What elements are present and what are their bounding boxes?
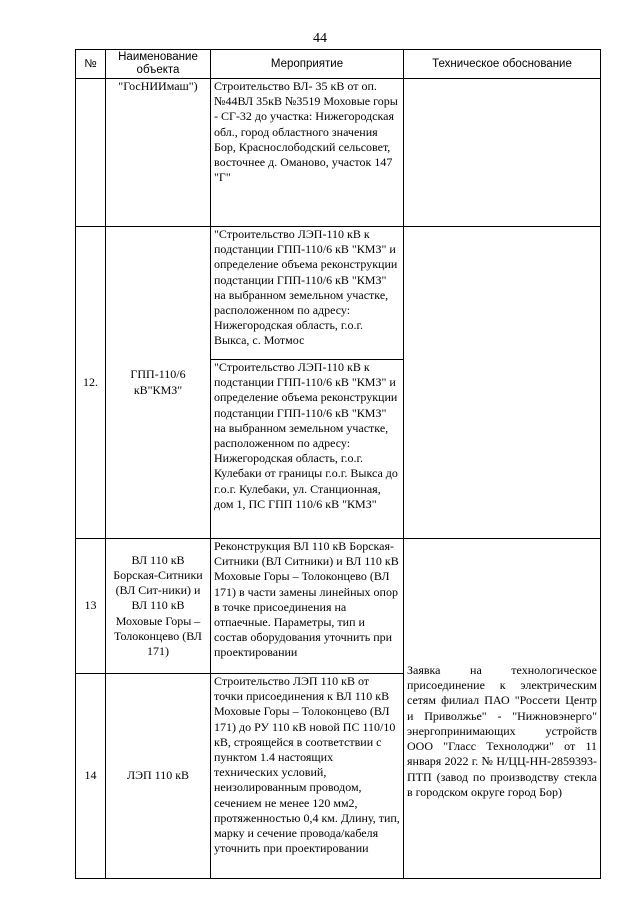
table-row (76, 227, 601, 360)
row-object-name: "ГосНИИмаш") (106, 79, 211, 227)
row-event: "Строительство ЛЭП-110 кВ к подстанции ГПП-110/6 кВ "КМЗ" и определение объема реконструкции подстанции ГПП-110/6 кВ "КМЗ" на выбранном земельном участке, расположенном по адресу: Нижегородская область, г.о.г. Выкса, с. Мотмос (211, 227, 404, 360)
row-event: "Строительство ЛЭП-110 кВ к подстанции ГПП-110/6 кВ "КМЗ" и определение объема реконструкции подстанции ГПП-110/6 кВ "КМЗ" на выбранном земельном участке, расположенном по адресу: Нижегородская область, г.о.г. Кулебаки от границы г.о.г. Выкса до г.о.г. Кулебаки, ул. Станционная, дом 1, ПС ГПП 110/6 кВ "КМЗ" (211, 360, 404, 539)
table-row (76, 79, 601, 227)
row-number: 13 (76, 539, 106, 674)
header-object-name: Наименование объекта (106, 50, 211, 79)
row-number (76, 79, 106, 227)
justification-text: Заявка на технологическое присоединение к электрическим сетям филиал ПАО "Россети Центр и Приволжье" - "Нижновэнерго" энергопринимающих устройств ООО "Гласс Технолоджи" от 11 января 2022 г. № Н/ЦЦ-НН-2859393-ПТП (завод по производству стекла в городском округе город Бор) (407, 663, 597, 799)
header-number: № (76, 50, 106, 79)
row-justification (404, 539, 601, 879)
header-event: Мероприятие (211, 50, 404, 79)
row-object-name: ЛЭП 110 кВ (106, 674, 211, 879)
row-event: Строительство ЛЭП 110 кВ от точки присоединения к ВЛ 110 кВ Моховые Горы – Толоконцево (ВЛ 171) до РУ 110 кВ новой ПС 110/10 кВ, строящейся в соответствии с пунктом 1.4 настоящих технических условий, неизолированным проводом, сечением не менее 120 мм2, протяженностью 0,4 км. Длину, тип, марку и сечение провода/кабеля уточнить при проектировании (211, 674, 404, 879)
header-justification: Техническое обоснование (404, 50, 601, 79)
measures-table (75, 49, 601, 879)
row-object-name: ВЛ 110 кВ Борская-Ситники (ВЛ Сит-ники) и ВЛ 110 кВ Моховые Горы – Толоконцево (ВЛ 171) (106, 539, 211, 674)
row-justification (404, 227, 601, 539)
table-row (76, 539, 601, 674)
row-object-name: ГПП-110/6 кВ"КМЗ" (106, 227, 211, 539)
row-number: 14 (76, 674, 106, 879)
page-number: 44 (313, 31, 327, 46)
row-event: Реконструкция ВЛ 110 кВ Борская-Ситники (ВЛ Ситники) и ВЛ 110 кВ Моховые Горы – Толоконцево (ВЛ 171) в части замены линейных опор в точке присоединения на отпаечные. Параметры, тип и состав оборудования уточнить при проектировании (211, 539, 404, 674)
row-justification (404, 79, 601, 227)
row-number: 12. (76, 227, 106, 539)
table-header-row (76, 50, 601, 79)
row-event: Строительство ВЛ- 35 кВ от оп.№44ВЛ 35кВ №3519 Моховые горы - СГ-32 до участка: Нижегородская обл., город областного значения Бор, Краснослободский сельсовет, восточнее д. Оманово, участок 147 "Г" (211, 79, 404, 227)
